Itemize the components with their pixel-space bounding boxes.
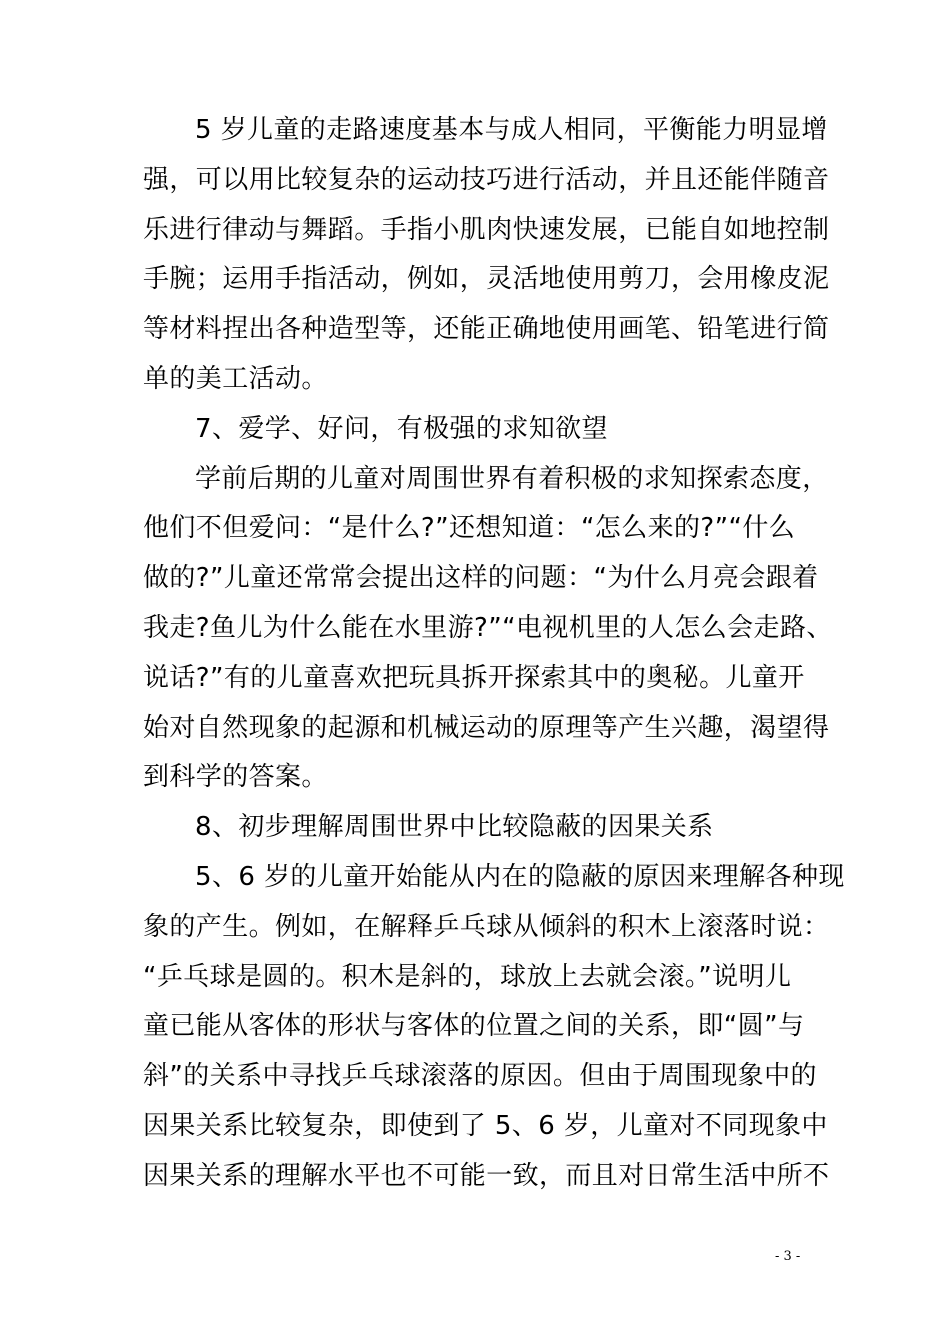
text-line-20: 斜”的关系中寻找乒乓球滚落的原因。但由于周围现象中的 bbox=[143, 1061, 817, 1092]
text-line-11: 我走?鱼儿为什么能在水里游?”“电视机里的人怎么会走路、 bbox=[143, 612, 833, 643]
text-line-9: 他们不但爱问：“是什么?”还想知道：“怎么来的?”“什么 bbox=[143, 513, 796, 544]
text-line-2: 强，可以用比较复杂的运动技巧进行活动，并且还能伴随音 bbox=[143, 164, 830, 195]
text-line-3: 乐进行律动与舞蹈。手指小肌肉快速发展，已能自如地控制 bbox=[143, 214, 830, 245]
text-line-22: 因果关系的理解水平也不可能一致，而且对日常生活中所不 bbox=[143, 1160, 830, 1191]
text-line-14: 到科学的答案。 bbox=[143, 762, 328, 793]
text-line-21: 因果关系比较复杂，即使到了 5、6 岁，儿童对不同现象中 bbox=[143, 1110, 828, 1141]
text-line-10: 做的?”儿童还常常会提出这样的问题：“为什么月亮会跟着 bbox=[143, 563, 819, 594]
text-line-18: “乒乓球是圆的。积木是斜的，球放上去就会滚。”说明儿 bbox=[143, 961, 792, 992]
text-line-13: 始对自然现象的起源和机械运动的原理等产生兴趣，渴望得 bbox=[143, 712, 830, 743]
text-line-17: 象的产生。例如，在解释乒乓球从倾斜的积木上滚落时说： bbox=[143, 911, 830, 942]
text-line-12: 说话?”有的儿童喜欢把玩具拆开探索其中的奥秘。儿童开 bbox=[143, 662, 805, 693]
text-line-16: 5、6 岁的儿童开始能从内在的隐蔽的原因来理解各种现 bbox=[195, 861, 845, 892]
text-line-1: 5 岁儿童的走路速度基本与成人相同，平衡能力明显增 bbox=[195, 115, 828, 145]
text-line-6: 单的美工活动。 bbox=[143, 363, 328, 394]
section-heading-7: 7、爱学、好问，有极强的求知欲望 bbox=[195, 413, 608, 444]
body-text bbox=[143, 106, 845, 1202]
section-heading-8: 8、初步理解周围世界中比较隐蔽的因果关系 bbox=[195, 812, 714, 843]
text-line-5: 等材料捏出各种造型等，还能正确地使用画笔、铅笔进行简 bbox=[143, 314, 830, 345]
page-number: - 3 - bbox=[775, 1249, 801, 1264]
text-line-19: 童已能从客体的形状与客体的位置之间的关系，即“圆”与 bbox=[143, 1011, 805, 1042]
text-line-4: 手腕；运用手指活动，例如，灵活地使用剪刀，会用橡皮泥 bbox=[143, 264, 830, 295]
text-line-8: 学前后期的儿童对周围世界有着积极的求知探索态度， bbox=[195, 463, 829, 494]
